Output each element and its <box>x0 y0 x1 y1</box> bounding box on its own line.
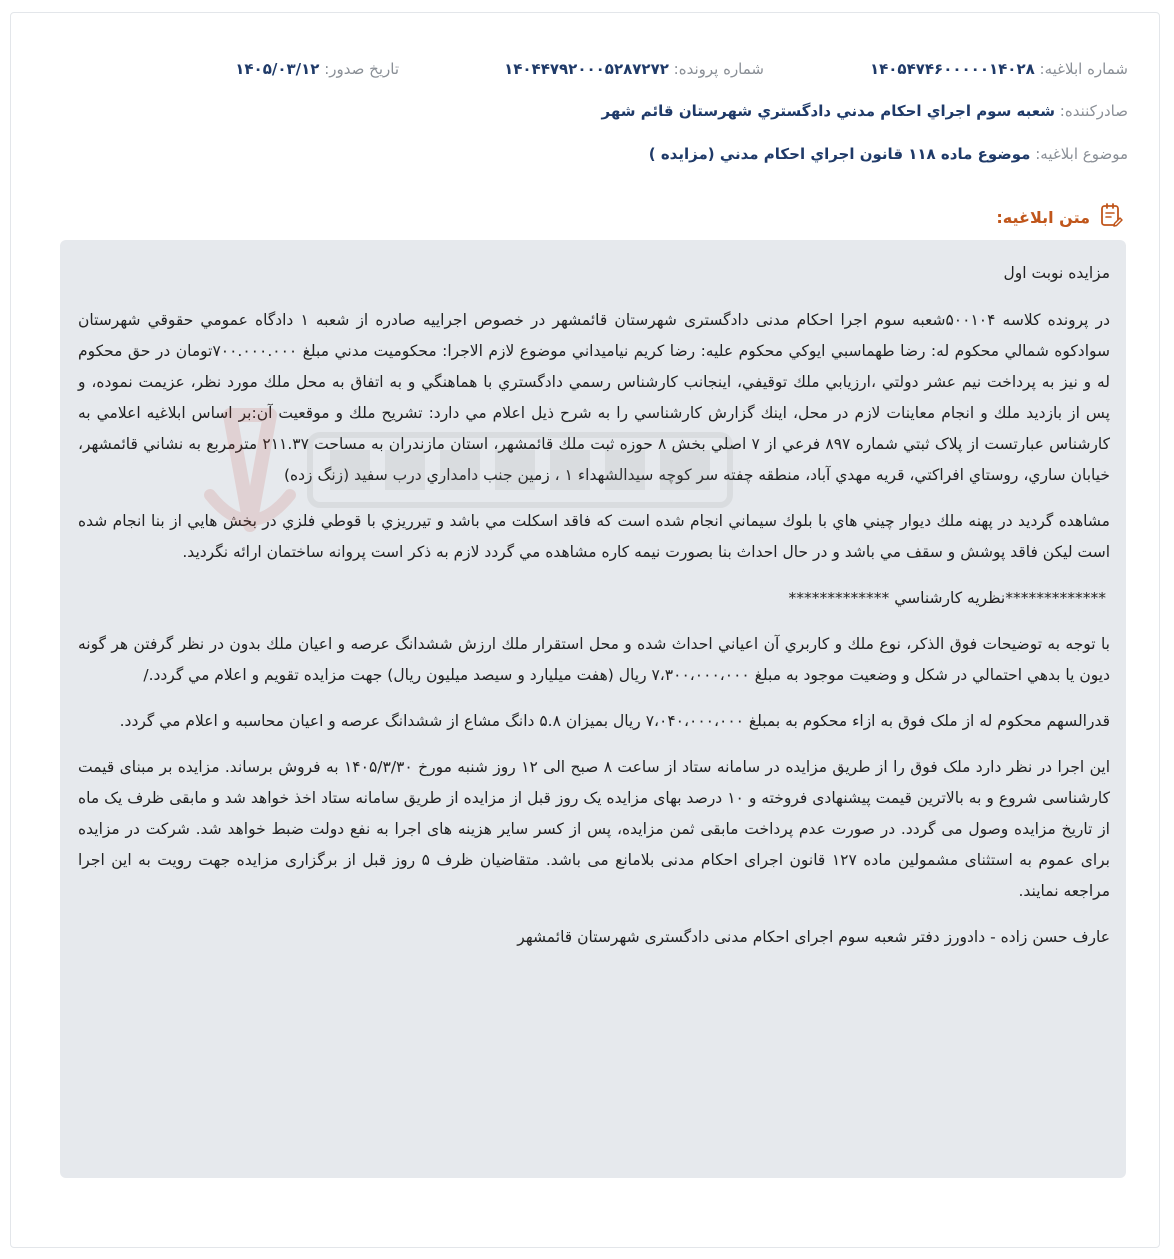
subject-label: موضوع ابلاغیه: <box>1035 145 1128 163</box>
issue-date: ۱۴۰۵/۰۳/۱۲ <box>235 60 320 78</box>
site-observation-paragraph: مشاهده گرديد در پهنه ملك ديوار چيني هاي با بلوك سيماني انجام شده است که فاقد اسکلت مي باشد و تيرريزي با قوطي فلزي در بخش هايي از بنا انجام شده است ليکن فاقد پوشش و سقف مي باشد و در حال احداث بنا بصورت نيمه کاره مشاهده مي گردد لازم به ذکر است پروانه ساختمان ارائه نگرديد. <box>78 512 1110 561</box>
auction-round-heading: مزايده نوبت اول <box>1003 264 1110 282</box>
subject-row <box>649 143 1128 165</box>
document-edit-icon <box>1098 202 1124 232</box>
expert-opinion-heading: *************نظريه کارشناسي ************* <box>788 589 1106 607</box>
subject: موضوع ماده ۱۱۸ قانون اجراي احکام مدني (مزايده ) <box>648 145 1031 163</box>
notice-number: ۱۴۰۵۴۷۴۶۰۰۰۰۰۱۴۰۲۸ <box>869 60 1035 78</box>
notice-text-title: متن ابلاغیه: <box>996 207 1090 227</box>
signature-line: عارف حسن زاده - دادورز دفتر شعبه سوم اجرای احکام مدنی دادگستری شهرستان قائمشهر <box>517 928 1110 946</box>
issue-date-label: تاریخ صدور: <box>324 60 399 78</box>
case-number-row <box>504 58 764 80</box>
auction-terms-paragraph: اين اجرا در نظر دارد ملک فوق را از طريق مزايده در سامانه ستاد از ساعت ۸ صبح الی ۱۲ روز شنبه مورخ ۱۴۰۵/۳/۳۰ به فروش برساند. مزايده بر مبنای قيمت کارشناسی شروع و به بالاترين قيمت پيشنهادی فروخته و ۱۰ درصد بهای مزايده يک روز قبل از مزايده از طريق سامانه ستاد اخذ خواهد شد و مابقی ظرف يک ماه از تاريخ مزايده وصول می گردد. در صورت عدم پرداخت مابقی ثمن مزايده، پس از کسر ساير هزينه های اجرا به نفع دولت ضبط خواهد شد. شرکت در مزايده برای عموم به استثنای مشمولين ماده ۱۲۷ قانون اجرای احکام مدنی بلامانع می باشد. متقاضيان ظرف ۵ روز قبل از برگزاری مزايده جهت رويت به اين اجرا مراجعه نمايند. <box>78 758 1111 900</box>
issuer-row <box>602 100 1128 122</box>
issuer-label: صادرکننده: <box>1059 102 1128 120</box>
valuation-paragraph: با توجه به توضيحات فوق الذکر، نوع ملك و کاربري آن اعياني احداث شده و محل استقرار ملك ارزش ششدانگ عرصه و اعيان ملك بدون در نظر گرفتن هر گونه ديون يا بدهي احتمالي در شکل و وضعيت موجود به مبلغ ۷،۳۰۰،۰۰۰،۰۰۰ ريال (هفت ميليارد و سيصد ميليون ريال) جهت مزايده تقويم و اعلام مي گردد./ <box>78 635 1110 684</box>
notice-body <box>60 240 1126 1178</box>
notice-text-heading <box>996 202 1124 232</box>
issuer: شعبه سوم اجراي احکام مدني دادگستري شهرستان قائم شهر <box>601 102 1055 120</box>
case-number-label: شماره پرونده: <box>673 60 764 78</box>
notice-number-label: شماره ابلاغیه: <box>1039 60 1128 78</box>
share-paragraph: قدرالسهم محکوم له از ملک فوق به ازاء محکوم به بمبلغ ۷،۰۴۰،۰۰۰،۰۰۰ ريال بميزان ۵.۸ دانگ مشاع از ششدانگ عرصه و اعيان محاسبه و اعلام مي گردد. <box>119 712 1110 730</box>
notice-number-row <box>870 58 1128 80</box>
case-number: ۱۴۰۴۴۷۹۲۰۰۰۵۲۸۷۲۷۲ <box>504 60 669 78</box>
issue-date-row <box>235 58 399 80</box>
case-details-paragraph: در پرونده کلاسه ۵۰۰۱۰۴شعبه سوم اجرا احکام مدنی دادگستری شهرستان قائمشهر در خصوص اجراييه صادره از شعبه ۱ دادگاه عمومي حقوقي شهرستان سوادکوه شمالي محکوم له: رضا طهماسبي ايوکي محکوم عليه: رضا کريم نياميداني موضوع لازم الاجرا: محکوميت مدني مبلغ ۷۰۰.۰۰۰.۰۰۰تومان در حق محکوم له و نيز به پرداخت نيم عشر دولتي ،ارزيابي ملك توقيفي، اينجانب کارشناس رسمي دادگستري با هماهنگي و به اتفاق به محل ملك مورد نظر، عزيمت نموده، و پس از بازديد ملك و انجام معاينات لازم در محل، اينك گزارش کارشناسي را به شرح ذيل اعلام مي دارد: تشريح ملك و موقعيت آن:بر اساس ابلاغيه اعلامي به کارشناس عبارتست از پلاک ثبتي شماره ۸۹۷ فرعي از ۷ اصلي بخش ۸ حوزه ثبت ملك قائمشهر، استان مازندران به مساحت ۲۱۱.۳۷ مترمربع به نشاني قائمشهر، خيابان ساري، روستاي افراکتي، قريه مهدي آباد، منطقه چفته سر کوچه سيدالشهداء ۱ ، زمين جنب دامداري درب سفيد (زنگ زده) <box>78 311 1111 484</box>
